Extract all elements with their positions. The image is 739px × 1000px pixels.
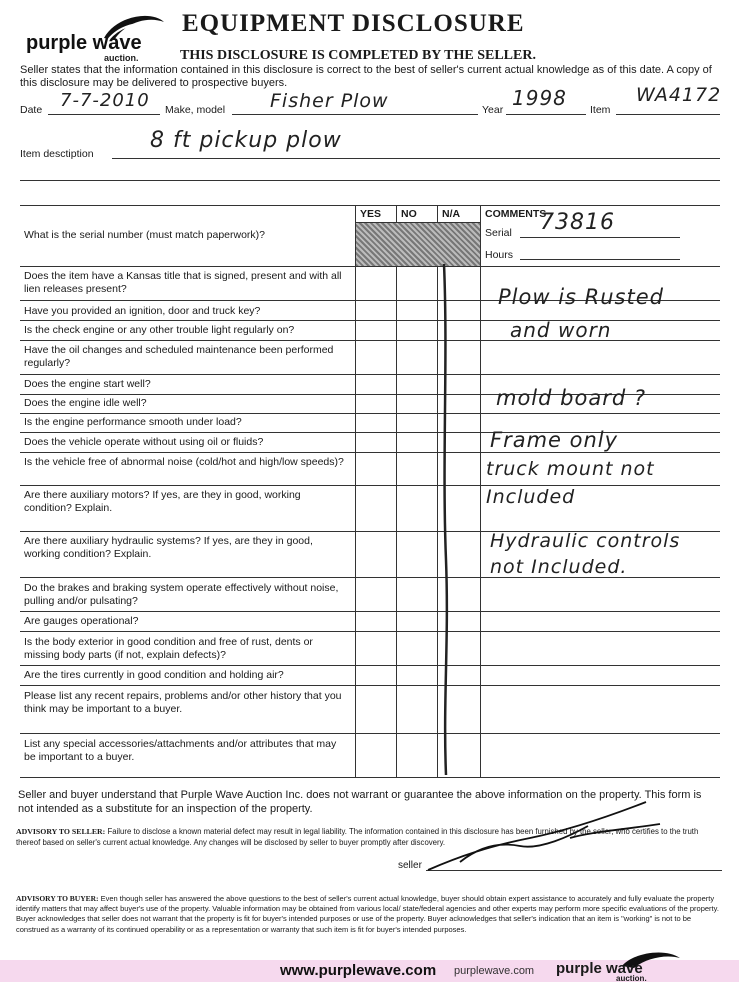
handwritten-na-line: [430, 260, 460, 780]
col-na: N/A: [442, 208, 461, 220]
advisory-buyer: [16, 894, 722, 935]
serial-label: Serial: [485, 227, 512, 239]
col-yes: YES: [360, 208, 382, 220]
question-repairs: Please list any recent repairs, problems and/or other history that you think may be important to a buyer.: [24, 690, 342, 715]
comment-line-5[interactable]: truck mount not: [486, 458, 655, 480]
seller-label: seller: [398, 860, 422, 871]
question-brakes: Do the brakes and braking system operate effectively without noise, pulling and/or pulsating?: [24, 582, 339, 607]
question-body: Is the body exterior in good condition and free of rust, dents or missing body parts (if not, explain defects)?: [24, 636, 313, 661]
question-title: Does the item have a Kansas title that is signed, present and with all lien releases present?: [24, 270, 342, 295]
comment-line-1[interactable]: Plow is Rusted: [498, 285, 664, 309]
advisory-buyer-label: ADVISORY TO BUYER:: [16, 894, 99, 903]
comment-line-2[interactable]: and worn: [510, 318, 612, 342]
footer-logo-sub: auction.: [616, 974, 647, 983]
col-comments: COMMENTS: [485, 208, 547, 220]
date-value[interactable]: 7-7-2010: [60, 90, 150, 111]
item-label: Item: [590, 104, 611, 116]
question-keys: Have you provided an ignition, door and truck key?: [24, 305, 261, 317]
question-oil-fluids: Does the vehicle operate without using oil or fluids?: [24, 436, 264, 448]
question-engine-start: Does the engine start well?: [24, 378, 151, 390]
col-no: NO: [401, 208, 417, 220]
purple-wave-logo-footer: [548, 950, 698, 984]
question-accessories: List any special accessories/attachments and/or attributes that may be important to a buyer.: [24, 738, 337, 763]
comment-line-8[interactable]: not Included.: [490, 556, 628, 578]
disclaimer-text: Seller and buyer understand that Purple Wave Auction Inc. does not warrant or guarantee the above information on the property. This form is not intended as a substitute for an inspection of the property.: [18, 789, 702, 815]
footer-logo-name: purple wave: [556, 960, 643, 977]
comment-line-3[interactable]: mold board ?: [496, 386, 646, 410]
serial-value[interactable]: 73816: [540, 210, 615, 235]
page-subtitle: THIS DISCLOSURE IS COMPLETED BY THE SELLER.: [180, 48, 536, 63]
intro-text: Seller states that the information contained in this disclosure is correct to the best of seller's current actual knowledge as of this date. A copy of this disclosure may be delivered to prospective buyers.: [20, 64, 712, 89]
year-label: Year: [482, 104, 504, 116]
question-noise: Is the vehicle free of abnormal noise (cold/hot and high/low speeds)?: [24, 456, 344, 468]
item-value[interactable]: WA4172: [636, 84, 722, 106]
comment-line-7[interactable]: Hydraulic controls: [490, 530, 681, 552]
logo-sub: auction.: [104, 53, 139, 63]
comment-line-6[interactable]: Included: [486, 486, 576, 508]
question-aux-motors: Are there auxiliary motors? If yes, are they in good, working condition? Explain.: [24, 489, 301, 514]
question-oil-changes: Have the oil changes and scheduled maintenance been performed regularly?: [24, 344, 334, 369]
question-engine-load: Is the engine performance smooth under load?: [24, 416, 242, 428]
question-check-engine: Is the check engine or any other trouble light regularly on?: [24, 324, 295, 336]
seller-signature: [420, 796, 670, 880]
make-label: Make, model: [165, 104, 226, 116]
make-value[interactable]: Fisher Plow: [270, 90, 389, 112]
question-serial: What is the serial number (must match paperwork)?: [24, 229, 266, 241]
description-label: Item desctiption: [20, 148, 94, 160]
advisory-seller-text: Failure to disclose a known material defect may result in legal liability. The information contained in this disclosure has been furnished by the seller, who certifies to the truth thereof based on seller's current actual knowledge. Any changes will be disclosed by seller to buyer promptly after discovery.: [16, 827, 699, 847]
question-aux-hydraulics: Are there auxiliary hydraulic systems? If yes, are they in good, working condition? Explain.: [24, 535, 313, 560]
logo-name: purple wave: [26, 32, 142, 54]
question-engine-idle: Does the engine idle well?: [24, 397, 147, 409]
footer-url[interactable]: www.purplewave.com: [280, 962, 437, 979]
serial-shaded-cell: [356, 223, 480, 266]
purple-wave-logo: [16, 10, 166, 62]
description-value[interactable]: 8 ft pickup plow: [150, 128, 342, 153]
year-value[interactable]: 1998: [512, 86, 567, 110]
page-title: EQUIPMENT DISCLOSURE: [182, 10, 525, 37]
advisory-seller-label: ADVISORY TO SELLER:: [16, 827, 106, 836]
comment-line-4[interactable]: Frame only: [490, 428, 619, 452]
date-label: Date: [20, 104, 43, 116]
question-tires: Are the tires currently in good condition and holding air?: [24, 669, 284, 681]
question-gauges: Are gauges operational?: [24, 615, 139, 627]
advisory-buyer-text: Even though seller has answered the above questions to the best of seller's current actual knowledge, buyer should obtain expert assistance to accurately and fully evaluate the property identify matters that may affect buyer's use of the property. Valuable information may be obtained from various local/ state/federal agencies and other experts may perform more specific evaluations of the property. Buyer acknowledges that seller does not warrant that the property is fit for buyer's intended purposes or use of the property. Buyer acknowledges that seller's indication that an item is "working" is not to be construed as a warranty of its continued operability or as a representation or warranty that such item is fit for buyer's intended purposes.: [16, 894, 719, 934]
footer-url-secondary: purplewave.com: [454, 965, 535, 977]
hours-label: Hours: [485, 249, 514, 261]
